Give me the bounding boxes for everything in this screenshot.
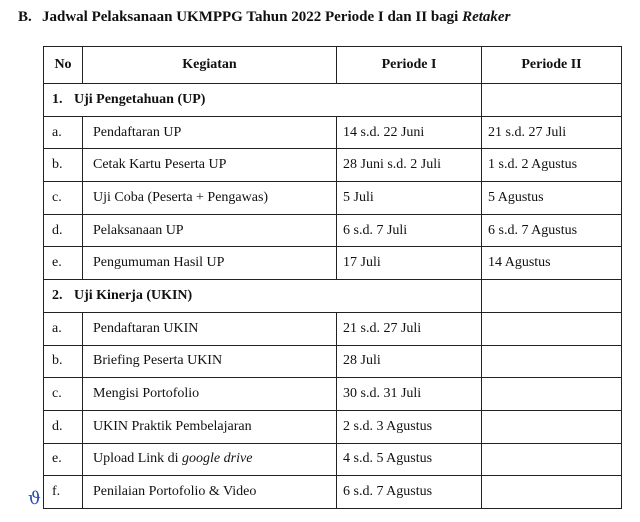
empty-cell (482, 280, 622, 313)
handwritten-mark: ϑ (28, 488, 41, 509)
table-row (44, 378, 622, 411)
row-no: d. (44, 410, 83, 443)
row-kegiatan-prefix: Upload Link di (93, 451, 183, 467)
section-label: Uji Pengetahuan (UP) (74, 91, 206, 107)
table-row (44, 182, 622, 215)
table-row (44, 410, 622, 443)
row-no: e. (44, 247, 83, 280)
schedule-table (43, 46, 622, 509)
row-periode-1: 5 Juli (337, 182, 482, 215)
row-periode-1: 21 s.d. 27 Juli (337, 312, 482, 345)
header-no: No (44, 47, 83, 84)
row-periode-2: 6 s.d. 7 Agustus (482, 214, 622, 247)
row-periode-1: 30 s.d. 31 Juli (337, 378, 482, 411)
row-kegiatan (83, 443, 337, 476)
header-periode-2: Periode II (482, 47, 622, 84)
row-periode-2: 5 Agustus (482, 182, 622, 215)
row-kegiatan: Pendaftaran UP (83, 116, 337, 149)
row-periode-1: 17 Juli (337, 247, 482, 280)
table-row (44, 247, 622, 280)
section-title-up (44, 84, 482, 117)
table-row (44, 443, 622, 476)
row-kegiatan: Briefing Peserta UKIN (83, 345, 337, 378)
section-letter: B. (18, 9, 32, 25)
row-periode-2 (482, 410, 622, 443)
section-row-up (44, 84, 622, 117)
header-kegiatan: Kegiatan (83, 47, 337, 84)
table-row (44, 149, 622, 182)
table-row (44, 116, 622, 149)
row-no: c. (44, 378, 83, 411)
section-label: Uji Kinerja (UKIN) (74, 287, 193, 303)
row-kegiatan: Penilaian Portofolio & Video (83, 476, 337, 509)
row-kegiatan: UKIN Praktik Pembelajaran (83, 410, 337, 443)
row-periode-2: 1 s.d. 2 Agustus (482, 149, 622, 182)
row-no: c. (44, 182, 83, 215)
row-periode-2: 14 Agustus (482, 247, 622, 280)
header-row (44, 47, 622, 84)
row-no: d. (44, 214, 83, 247)
section-title-ukin (44, 280, 482, 313)
section-number: 1. (52, 91, 63, 107)
row-periode-1: 6 s.d. 7 Juli (337, 214, 482, 247)
row-periode-2 (482, 378, 622, 411)
row-periode-1: 2 s.d. 3 Agustus (337, 410, 482, 443)
row-no: a. (44, 116, 83, 149)
section-row-ukin (44, 280, 622, 313)
row-no: b. (44, 345, 83, 378)
row-periode-2 (482, 476, 622, 509)
row-periode-1: 14 s.d. 22 Juni (337, 116, 482, 149)
row-periode-2 (482, 443, 622, 476)
row-periode-2: 21 s.d. 27 Juli (482, 116, 622, 149)
row-periode-1: 28 Juni s.d. 2 Juli (337, 149, 482, 182)
heading-text: Jadwal Pelaksanaan UKMPPG Tahun 2022 Periode I dan II bagi (42, 9, 459, 25)
row-no: e. (44, 443, 83, 476)
empty-cell (482, 84, 622, 117)
table-row (44, 312, 622, 345)
row-periode-1: 28 Juli (337, 345, 482, 378)
heading-italic: Retaker (462, 9, 511, 25)
header-periode-1: Periode I (337, 47, 482, 84)
row-kegiatan: Uji Coba (Peserta + Pengawas) (83, 182, 337, 215)
table-row (44, 214, 622, 247)
row-periode-1: 6 s.d. 7 Agustus (337, 476, 482, 509)
row-kegiatan: Mengisi Portofolio (83, 378, 337, 411)
row-kegiatan: Pengumuman Hasil UP (83, 247, 337, 280)
table-row (44, 345, 622, 378)
row-periode-1: 4 s.d. 5 Agustus (337, 443, 482, 476)
section-number: 2. (52, 287, 63, 303)
row-periode-2 (482, 345, 622, 378)
row-periode-2 (482, 312, 622, 345)
table-row (44, 476, 622, 509)
row-kegiatan-italic: google drive (182, 451, 253, 467)
row-no: f. (44, 476, 83, 509)
row-no: a. (44, 312, 83, 345)
row-no: b. (44, 149, 83, 182)
section-heading (18, 9, 510, 26)
row-kegiatan: Pelaksanaan UP (83, 214, 337, 247)
row-kegiatan: Cetak Kartu Peserta UP (83, 149, 337, 182)
row-kegiatan: Pendaftaran UKIN (83, 312, 337, 345)
